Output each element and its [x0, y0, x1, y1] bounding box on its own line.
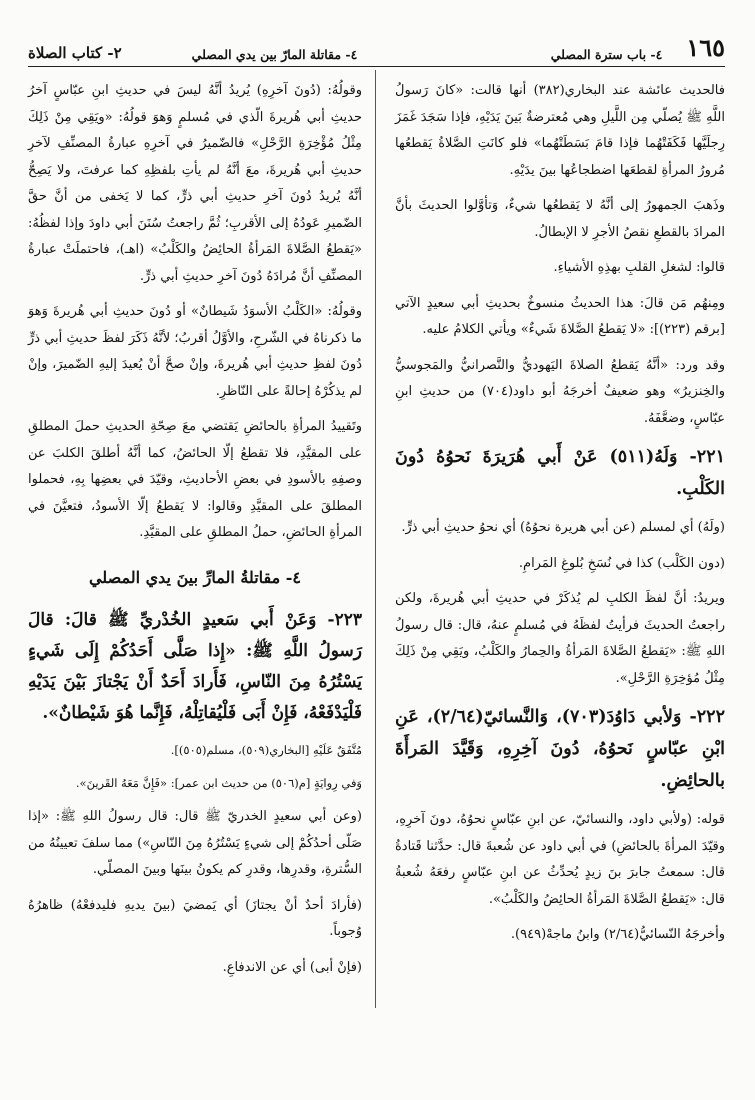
source-note: مُتَّفَقٌ عَلَيْهِ [البخاري(٥٠٩)، مسلم(٥٠٥)]. — [170, 743, 362, 757]
paragraph: (فأرادَ أحدٌ أنْ يجتازَ) أي يَمضيَ (بينَ يديهِ فليدفعْهُ) ظاهرُهُ وُجوباً. — [28, 897, 362, 939]
hadith-222: ٢٢٢- وَلأبي دَاوُدَ(٧٠٣)، وَالنَّسائيّ(٢/٦٤)، عَنِ ابْنِ عبّاسٍ نَحوُهُ، دُونَ آخِرِهِ، وَقَيَّدَ المَرأَةَ بالحائِضِ. — [395, 707, 725, 791]
paragraph: (دون الكَلْب) كذا في نُسَخِ بُلوغِ المَرامِ. — [518, 555, 725, 571]
paragraph: وذَهبَ الجمهورُ إلى أنَّهُ لا يَقطعُها شيءٌ، وَتأوَّلوا الحديثَ بأنَّ المرادَ بالقطعِ نقصُ الأجرِ لا الإبطالُ. — [395, 198, 725, 240]
paragraph: (وعن أبي سعيدٍ الخدريّ ﷺ قال: قال رسولُ اللهِ ﷺ: «إذا صَلّى أحدُكُمْ إلى شيءٍ يَسْتُرُهُ مِنَ النّاسِ») مما سلفَ تعيينُهُ من السُّترةِ، وقدرِها، وقدرِ كم يكونُ بينَها وبينَ المصلّي. — [28, 809, 362, 877]
section-title: ٤- باب سترة المصلي — [550, 47, 663, 62]
chapter-title: ٤- مقاتلة المارّ بين يدي المصلي — [191, 47, 358, 62]
page-number: ١٦٥ — [686, 33, 725, 62]
book-title: ٢- كتاب الصلاة — [28, 44, 122, 62]
page-header — [28, 32, 725, 62]
header-right — [551, 33, 725, 62]
left-column — [28, 78, 362, 990]
paragraph: ومِنهُم مَن قالَ: هذا الحديثُ منسوخٌ بحديثِ أبي سعيدٍ الآتي [برقم (٢٢٣)]: «لا يَقطعُ الصَّلاةَ شَيءٌ» ويأتي الكلامُ عليه. — [395, 295, 725, 337]
paragraph: وقولُهُ: (دُونَ آخرِهِ) يُريدُ أنَّهُ ليسَ في حديثِ ابنِ عبّاسٍ آخرُ حديثِ أبي هُريرةَ الّذي في مُسلمٍ وَهوَ قولُهُ: «ويَقِي مِنْ ذَلِكَ مِثْلُ مُؤْخِرَةِ الرَّحْلِ» فالضّميرُ في آخرِهِ عبارةُ المصنِّفِ لآخرِ حديثِ أبي هُريرةَ، معَ أنَّهُ لم يأتِ بلفظِهِ كما عرفتَ، ولا يَصِحُّ أنَّهُ يُريدُ دُونَ آخرِ حديثِ أبي ذرٍّ، كما لا يَخفى من أنَّ حقَّ الضّميرِ عَودُهُ إلى الأقربِ؛ ثُمَّ راجعتُ سُنَنَ أبي داودَ وإذا لفظُهُ: «يَقطعُ الصَّلاةَ المَرأةُ الحائِضُ والكَلْبُ» (اهـ)، فاحتملَتْ عبارةُ المصنِّفِ أنَّ مُرادَهُ دُونَ آخرِ حديثِ أبي ذرٍّ. — [28, 83, 362, 284]
paragraph: وتَقييدُ المرأةِ بالحائضِ يَقتضي معَ صِحّةِ الحديثِ حملَ المطلقِ على المقيَّدِ، فلا تقطعُ إلّا الحائضُ، كما أنَّهُ أطلقَ الكلبَ عن وصفِهِ بالأسودِ في بعضِ الأحاديثِ، وقيّدَ في بعضِها بِهِ، فحملوا المطلقَ على المقيَّدِ وقالوا: لا يَقطعُ إلّا الأسودُ، فتعيَّنَ في المرأةِ الحائضِ، حملُ المطلقِ على المقيَّدِ. — [28, 419, 362, 540]
paragraph: فالحديث عائشة عند البخاري(٣٨٢) أنها قالت: «كانَ رَسولُ اللَّهِ ﷺ يُصلّي مِن اللَّيلِ وهي مُعترضةٌ بَينَ يَدَيْهِ، فإذا سَجَدَ غَمَزَ رِجلَيَّها فَكَفَتْهُما فإذا قامَ بَسَطَتْهُما» فلو كانَتِ الصَّلاةُ يَقطعُها مُرورُ المرأةِ لقطعَها اضطجاعُها بينَ يدَيْهِ. — [395, 83, 725, 178]
column-divider — [375, 70, 376, 1008]
right-column — [395, 78, 725, 958]
hadith-223: ٢٢٣- وَعَنْ أَبي سَعيدٍ الخُدْريِّ ﷺ قالَ: قالَ رَسولُ اللَّهِ ﷺ: «إِذا صَلَّى أَحَدُكُمْ إِلَى شَيءٍ يَسْتُرُهُ مِنَ النّاسِ، فَأَرادَ أَحَدٌ أَنْ يَجْتازَ بَيْنَ يَدَيْهِ فَلْيَدْفَعْهُ، فَإِنْ أَبَى فَلْيُقاتِلْهُ، فَإِنَّما هُوَ شَيْطانٌ». — [28, 610, 362, 723]
paragraph: (فإنْ أبى) أي عن الاندفاعِ. — [222, 959, 362, 975]
header-left — [28, 44, 357, 62]
section-heading: ٤- مقاتلةُ المارِّ بينَ يدي المصلي — [88, 567, 302, 587]
narration-note: وَفي رِوايَةٍ [م(٥٠٦) من حديث ابن عمر]: «فَإِنَّ مَعَهُ القَرينَ». — [75, 776, 362, 790]
paragraph: وأخرجَهُ النّسائيُّ(٢/٦٤) وابنُ ماجهْ(٩٤٩). — [510, 927, 725, 942]
paragraph: وقد ورد: «أنَّهُ يَقطعُ الصلاةَ اليَهوديُّ والنَّصرانيُّ والمَجوسيُّ والخِنزيرُ» وهو ضعيفٌ أخرجَهُ أبو داود(٧٠٤) من حديثِ ابنِ عبّاسٍ، وضعَّفَهُ. — [395, 357, 725, 426]
paragraph: ويريدُ: أنَّ لفظَ الكلبِ لم يُذكَرْ في حديثِ أبي هُريرةَ، ولكن راجعتُ الحديثَ فرأيتُ لفظَهُ في مُسلمٍ عنهُ، قال: قال رسولُ اللهِ ﷺ: «يَقطعُ الصَّلاةَ المَرأةُ والحِمارُ والكَلْبُ، ويَقِي مِنْ ذَلِكَ مِثْلُ مُؤخِرَةِ الرَّحْلِ». — [395, 591, 725, 686]
hadith-221: ٢٢١- وَلَهُ(٥١١) عَنْ أَبي هُرَيرَةَ نَحوُهُ دُونَ الكَلْبِ. — [395, 447, 725, 499]
paragraph: قالوا: لشغلِ القلبِ بهذِهِ الأشياءِ. — [553, 260, 725, 275]
paragraph: (ولَهُ) أي لمسلم (عن أبي هريرة نحوُهُ) أي نحوُ حديثِ أبي ذرٍّ. — [401, 520, 725, 535]
paragraph: وقولُهُ: «الكَلْبُ الأسوَدُ شَيطانٌ» أو دُونَ حديثِ أبي هُريرةَ وَهوَ ما ذكرناهُ في الشّرحِ، والأوَّلُ أقربُ؛ لأنَّهُ ذَكَرَ لفظَ حديثِ أبي ذرٍّ دُونَ لفظِ حديثِ أبي هُريرةَ، وإنْ صحَّ أنْ يُعيدَ إليهِ الضّميرَ، وإنْ لم يذكُرْهُ إحالةً على النّاظرِ. — [28, 304, 362, 399]
header-divider — [28, 66, 725, 67]
paragraph: قوله: (ولأبي داود، والنسائيّ، عن ابنِ عبّاسٍ نحوُهُ، دونَ آخرِهِ، وقيّدَ المرأةَ بالحائضِ) في أبي داود عن شُعبةَ قال: حدَّثنا قَتادةُ قال: سمعتُ جابرَ بنَ زيدٍ يُحدِّثُ عن ابنِ عبّاسٍ رفعَهُ شُعبةُ قال: «يَقطعُ الصَّلاةَ المَرأةُ الحائِضُ والكَلْبُ». — [395, 812, 725, 907]
